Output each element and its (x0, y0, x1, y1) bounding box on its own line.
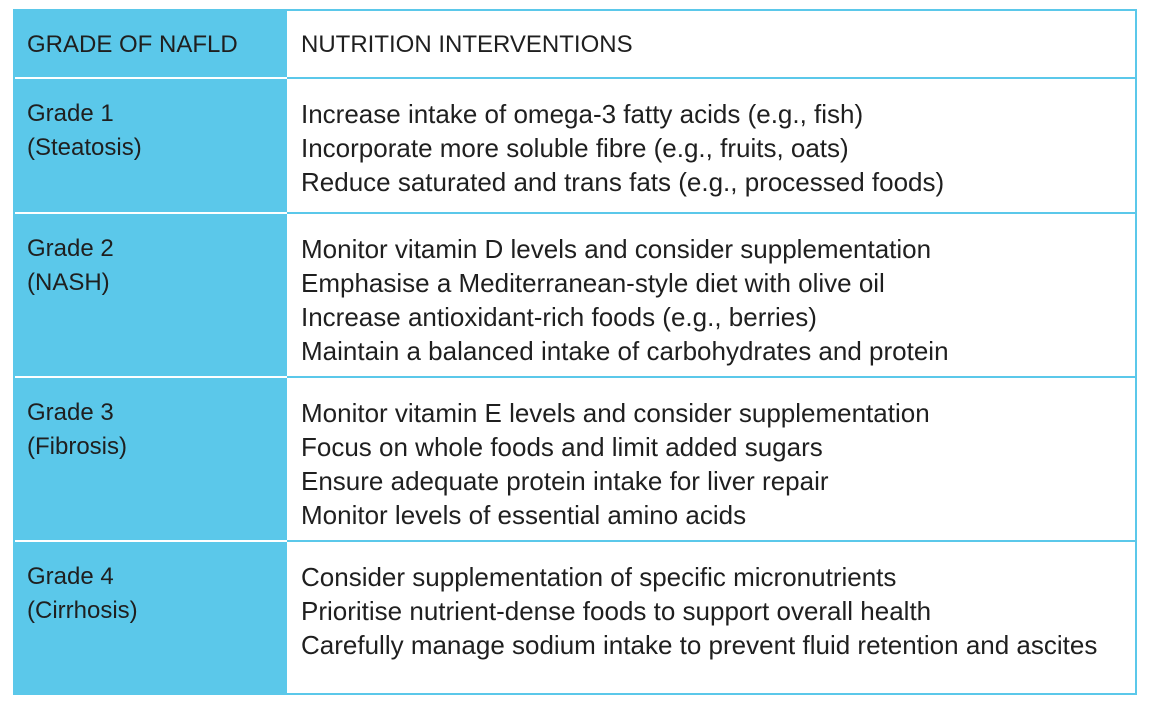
grade-2-cell (15, 212, 287, 376)
grade-4-cell (15, 540, 287, 693)
stage-label: (Fibrosis) (27, 433, 127, 460)
intervention-item: Monitor vitamin D levels and consider supplementation (301, 234, 932, 264)
grade-1-interventions (287, 77, 1135, 212)
intervention-item: Increase antioxidant-rich foods (e.g., berries) (301, 302, 817, 332)
header-grade-label: GRADE OF NAFLD (27, 31, 238, 58)
intervention-item: Ensure adequate protein intake for liver repair (301, 466, 829, 496)
header-interventions-label: NUTRITION INTERVENTIONS (301, 31, 633, 58)
grade-label: Grade 4 (27, 563, 114, 590)
intervention-item: Monitor vitamin E levels and consider supplementation (301, 398, 930, 428)
stage-label: (NASH) (27, 269, 110, 296)
intervention-item: Carefully manage sodium intake to prevent fluid retention and ascites (301, 630, 1098, 660)
grade-label: Grade 3 (27, 399, 114, 426)
header-interventions-cell (287, 11, 1135, 77)
header-grade-cell (15, 11, 287, 77)
nafld-nutrition-table (13, 9, 1137, 695)
intervention-item: Emphasise a Mediterranean-style diet with olive oil (301, 268, 885, 298)
grade-1-cell (15, 77, 287, 212)
grade-label: Grade 2 (27, 235, 114, 262)
grade-label: Grade 1 (27, 100, 114, 127)
stage-label: (Steatosis) (27, 134, 142, 161)
intervention-item: Incorporate more soluble fibre (e.g., fruits, oats) (301, 133, 849, 163)
grade-3-cell (15, 376, 287, 540)
intervention-item: Reduce saturated and trans fats (e.g., processed foods) (301, 167, 945, 197)
grade-2-interventions (287, 212, 1135, 376)
stage-label: (Cirrhosis) (27, 597, 138, 624)
intervention-item: Monitor levels of essential amino acids (301, 500, 747, 530)
intervention-item: Focus on whole foods and limit added sugars (301, 432, 823, 462)
grade-3-interventions (287, 376, 1135, 540)
intervention-item: Prioritise nutrient-dense foods to support overall health (301, 596, 932, 626)
intervention-item: Increase intake of omega-3 fatty acids (e.g., fish) (301, 99, 864, 129)
intervention-item: Maintain a balanced intake of carbohydrates and protein (301, 336, 949, 366)
intervention-item: Consider supplementation of specific micronutrients (301, 562, 897, 592)
grade-4-interventions (287, 540, 1135, 693)
